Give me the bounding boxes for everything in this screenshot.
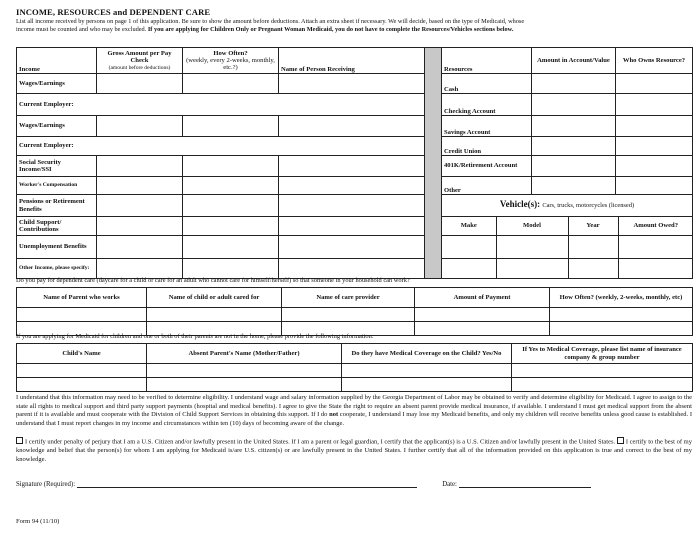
person-receiving-cell[interactable] xyxy=(279,195,425,217)
agreement-text-b: cooperate, I understand I may lose my Medicaid benefits, and only my children will receive benefits unless good cause is established. I understand that I must report changes in my income and circumstances within ten (10) days of becoming aware of the change. xyxy=(16,411,692,428)
agreement-paragraph xyxy=(16,394,692,429)
vehicles-sub: Cars, trucks, motorcycles (licensed) xyxy=(542,202,635,210)
signature-line[interactable] xyxy=(77,480,417,488)
absent-parent-cell[interactable] xyxy=(17,378,147,392)
child-name-header: Child's Name xyxy=(17,344,147,364)
dependent-care-cell[interactable] xyxy=(282,308,415,322)
agreement-text-a: I understand that this information may need to be verified to determine eligibility. I understand wage and salary information supplied by the Georgia Department of Labor may be obtained to verify and determine eligibility for Medicaid. I agree to assign to the state all rights to medical support and third party support payments (hospital and medical benefits). I agree to give the State the right to require an absent parent provide medical insurance, if available. I understand I must get medical support from the absent parent if it is available and must cooperate with the Division of Child Support Services in obtaining this support. If I do xyxy=(16,394,692,419)
vehicle-year-cell[interactable] xyxy=(568,258,618,278)
parent-works-header: Name of Parent who works xyxy=(17,288,147,308)
absent-parent-cell[interactable] xyxy=(147,378,342,392)
absent-parent-question: If you are applying for Medicaid for children and one or both of their parents are not in the home, please provide the following information: xyxy=(16,333,374,340)
how-often-cell[interactable] xyxy=(183,116,279,137)
absent-parent-table xyxy=(16,343,693,392)
absent-parent-name-header: Absent Parent's Name (Mother/Father) xyxy=(147,344,342,364)
agreement-not: not xyxy=(329,411,339,419)
gross-amount-cell[interactable] xyxy=(97,258,183,278)
citizenship-checkbox[interactable] xyxy=(16,437,23,444)
care-provider-header: Name of care provider xyxy=(282,288,415,308)
absent-parent-cell[interactable] xyxy=(512,364,693,378)
how-often-cell[interactable] xyxy=(183,236,279,259)
income-row-label: Child Support/ Contributions xyxy=(17,217,97,236)
certify-text-1: I certify under penalty of perjury that I am a U.S. Citizen and/or lawfully present in the United States. If I am a parent or legal guardian, I certify that the applicant(s) is a U.S. Citizen and/or lawfully present in the United States. xyxy=(25,438,616,446)
absent-parent-cell[interactable] xyxy=(147,364,342,378)
gross-amount-cell[interactable] xyxy=(97,217,183,236)
vehicle-make-cell[interactable] xyxy=(442,236,496,258)
absent-parent-cell[interactable] xyxy=(342,364,512,378)
dependent-care-cell[interactable] xyxy=(550,322,693,336)
certification-paragraph xyxy=(16,437,692,465)
vehicle-make-header: Make xyxy=(442,217,496,235)
how-often-cell[interactable] xyxy=(183,156,279,177)
resource-row-label: Other xyxy=(442,177,532,195)
vehicle-owed-header: Amount Owed? xyxy=(618,217,693,235)
vehicle-header-cell xyxy=(442,217,693,236)
gross-amount-cell[interactable] xyxy=(97,195,183,217)
vehicle-year-header: Year xyxy=(568,217,618,235)
income-row-label: Worker's Compensation xyxy=(17,177,97,195)
resource-row-label: Checking Account xyxy=(442,94,532,116)
vehicle-model-header: Model xyxy=(496,217,568,235)
vehicle-make-cell[interactable] xyxy=(442,258,496,278)
person-receiving-cell[interactable] xyxy=(279,116,425,137)
amount-value-cell[interactable] xyxy=(532,94,616,116)
income-row-label: Wages/Earnings xyxy=(17,74,97,94)
dependent-care-cell[interactable] xyxy=(415,322,550,336)
vehicle-model-cell[interactable] xyxy=(496,258,568,278)
gross-amount-note: (amount before deductions) xyxy=(108,65,171,72)
vehicle-owed-cell[interactable] xyxy=(618,258,693,278)
person-receiving-cell[interactable] xyxy=(279,156,425,177)
person-receiving-header: Name of Person Receiving xyxy=(279,48,425,74)
person-receiving-cell[interactable] xyxy=(279,217,425,236)
gross-amount-cell[interactable] xyxy=(97,177,183,195)
income-row-label: Other Income, please specify: xyxy=(17,258,97,278)
how-often-cell[interactable] xyxy=(183,258,279,278)
income-header: Income xyxy=(17,48,97,74)
who-owns-cell[interactable] xyxy=(616,156,693,177)
dependent-care-question: Do you pay for dependent care (daycare for a child or care for an adult who cannot care for himself/herself) so that someone in your household can work? xyxy=(16,277,410,284)
how-often-cell[interactable] xyxy=(183,195,279,217)
dependent-care-cell[interactable] xyxy=(17,308,147,322)
intro-text xyxy=(16,18,691,34)
how-often-note: (weekly, every 2-weeks, monthly, etc.?) xyxy=(186,56,275,72)
vehicle-owed-cell[interactable] xyxy=(618,236,693,258)
who-owns-cell[interactable] xyxy=(616,94,693,116)
how-often-header xyxy=(183,48,279,74)
dependent-care-cell[interactable] xyxy=(147,308,282,322)
who-owns-cell[interactable] xyxy=(616,137,693,156)
absent-parent-cell[interactable] xyxy=(17,364,147,378)
income-row-label: Pensions or Retirement Benefits xyxy=(17,195,97,217)
who-owns-header: Who Owns Resource? xyxy=(616,48,693,74)
income-row-label: Social Security Income/SSI xyxy=(17,156,97,177)
income-header-row xyxy=(17,48,693,74)
person-receiving-cell[interactable] xyxy=(279,177,425,195)
income-resources-table xyxy=(16,47,693,279)
gross-amount-header xyxy=(97,48,183,74)
care-how-often-header: How Often? (weekly, 2-weeks, monthly, etc) xyxy=(550,288,693,308)
resource-row-label: 401K/Retirement Account xyxy=(442,156,532,177)
person-receiving-cell[interactable] xyxy=(279,236,425,259)
vehicles-label: Vehicle(s): xyxy=(499,199,541,210)
current-employer-row[interactable]: Current Employer: xyxy=(17,137,425,156)
cared-for-header: Name of child or adult cared for xyxy=(147,288,282,308)
vehicle-header-table xyxy=(442,217,693,235)
dependent-care-table xyxy=(16,287,693,336)
vehicle-model-cell[interactable] xyxy=(496,236,568,258)
person-receiving-cell[interactable] xyxy=(279,258,425,278)
dependent-care-cell[interactable] xyxy=(415,308,550,322)
amount-value-cell[interactable] xyxy=(532,156,616,177)
vehicle-row-cell xyxy=(442,236,693,279)
who-owns-cell[interactable] xyxy=(616,116,693,137)
income-row-label: Unemployment Benefits xyxy=(17,236,97,259)
date-line[interactable] xyxy=(459,480,591,488)
vehicle-year-cell[interactable] xyxy=(568,236,618,258)
how-often-label: How Often? xyxy=(213,49,248,57)
gross-amount-cell[interactable] xyxy=(97,74,183,94)
absent-parent-cell[interactable] xyxy=(512,378,693,392)
payment-amount-header: Amount of Payment xyxy=(415,288,550,308)
who-owns-cell[interactable] xyxy=(616,177,693,195)
signature-label: Signature (Required): xyxy=(16,481,76,488)
income-row-label: Wages/Earnings xyxy=(17,116,97,137)
amount-value-cell[interactable] xyxy=(532,137,616,156)
current-employer-row[interactable]: Current Employer: xyxy=(17,94,425,116)
vehicles-heading xyxy=(442,195,693,217)
how-often-cell[interactable] xyxy=(183,177,279,195)
resource-row-label: Cash xyxy=(442,74,532,94)
lawful-presence-checkbox[interactable] xyxy=(617,437,624,444)
dependent-care-cell[interactable] xyxy=(550,308,693,322)
section-title: INCOME, RESOURCES and DEPENDENT CARE xyxy=(16,7,211,17)
who-owns-cell[interactable] xyxy=(616,74,693,94)
intro-line-2 xyxy=(16,26,691,34)
form-number: Form 94 (11/10) xyxy=(16,518,60,525)
gross-amount-cell[interactable] xyxy=(97,156,183,177)
insurance-company-header: If Yes to Medical Coverage, please list name of insurance company & group number xyxy=(512,344,693,364)
gross-amount-cell[interactable] xyxy=(97,116,183,137)
resource-row-label: Savings Account xyxy=(442,116,532,137)
signature-row xyxy=(16,480,692,488)
absent-parent-cell[interactable] xyxy=(342,378,512,392)
amount-value-cell[interactable] xyxy=(532,116,616,137)
intro-line-1: List all income received by persons on page 1 of this application. Be sure to show the amount before deductions. Attach an extra sheet if necessary. We will decide, based on the type of Medicaid, whose xyxy=(16,18,525,25)
gross-amount-label: Gross Amount per Pay Check xyxy=(107,49,172,64)
amount-value-header: Amount in Account/Value xyxy=(532,48,616,74)
date-label: Date: xyxy=(442,481,457,488)
intro-line-2-bold: If you are applying for Children Only or Pregnant Woman Medicaid, you do not have to complete the Resources/Vehicles sections below. xyxy=(147,26,514,34)
person-receiving-cell[interactable] xyxy=(279,74,425,94)
certify-text-2: I certify to the best of my knowledge and belief that the person(s) for whom I am applying for Medicaid is/are U.S. citizen(s) or are lawfully present in the United States. I further certify that all of the information provided on this application is true and correct to the best of my knowledge. xyxy=(16,438,692,463)
divider-shaded xyxy=(425,48,442,279)
gross-amount-cell[interactable] xyxy=(97,236,183,259)
amount-value-cell[interactable] xyxy=(532,74,616,94)
how-often-cell[interactable] xyxy=(183,217,279,236)
medical-coverage-header: Do they have Medical Coverage on the Child? Yes/No xyxy=(342,344,512,364)
resource-row-label: Credit Union xyxy=(442,137,532,156)
how-often-cell[interactable] xyxy=(183,74,279,94)
resources-header: Resources xyxy=(442,48,532,74)
vehicle-rows-table xyxy=(442,236,693,278)
intro-line-2-plain: income must be counted and who may be excluded. xyxy=(16,26,148,34)
amount-value-cell[interactable] xyxy=(532,177,616,195)
